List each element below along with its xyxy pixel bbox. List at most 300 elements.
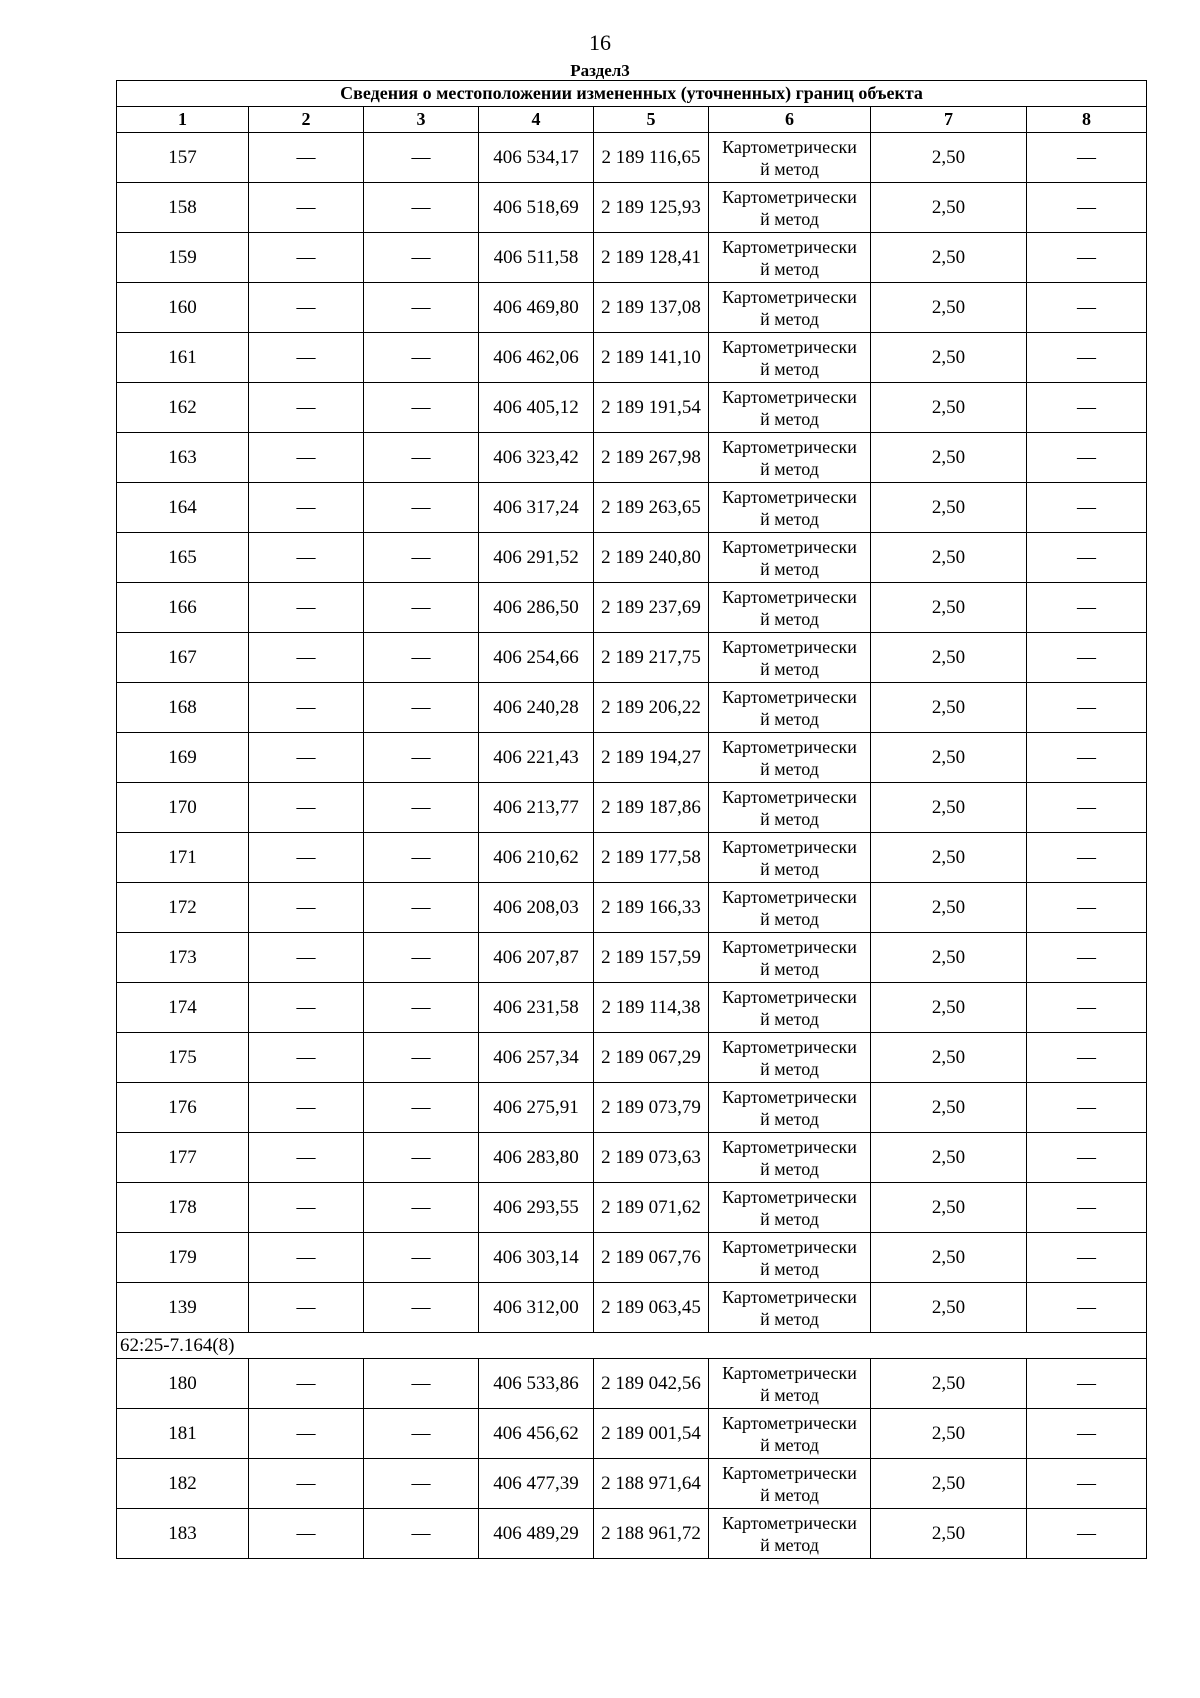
coordinates-table — [116, 80, 1147, 1559]
method-text-line2: й метод — [760, 608, 819, 629]
description-cell: — — [1027, 333, 1147, 383]
point-number-cell: 180 — [117, 1359, 249, 1409]
page-number: 16 — [589, 30, 611, 55]
new-y-cell: 2 189 063,45 — [594, 1283, 709, 1333]
new-x-cell: 406 208,03 — [479, 883, 594, 933]
method-cell — [709, 683, 871, 733]
point-number-cell: 163 — [117, 433, 249, 483]
description-cell: — — [1027, 1509, 1147, 1559]
description-cell: — — [1027, 1233, 1147, 1283]
method-text-line2: й метод — [760, 1534, 819, 1555]
new-y-cell: 2 189 067,29 — [594, 1033, 709, 1083]
accuracy-cell: 2,50 — [871, 1459, 1027, 1509]
new-y-cell: 2 189 206,22 — [594, 683, 709, 733]
accuracy-cell: 2,50 — [871, 433, 1027, 483]
new-y-cell: 2 189 240,80 — [594, 533, 709, 583]
old-y-cell: — — [364, 733, 479, 783]
point-number-cell: 181 — [117, 1409, 249, 1459]
point-number-cell: 179 — [117, 1233, 249, 1283]
table-row — [117, 133, 1147, 183]
new-y-cell: 2 189 263,65 — [594, 483, 709, 533]
accuracy-cell: 2,50 — [871, 883, 1027, 933]
table-caption-row — [117, 81, 1147, 107]
new-x-cell: 406 291,52 — [479, 533, 594, 583]
accuracy-cell: 2,50 — [871, 1083, 1027, 1133]
new-y-cell: 2 189 267,98 — [594, 433, 709, 483]
point-number-cell: 174 — [117, 983, 249, 1033]
method-text-line2: й метод — [760, 1434, 819, 1455]
method-text-line2: й метод — [760, 1308, 819, 1329]
table-row — [117, 1233, 1147, 1283]
accuracy-cell: 2,50 — [871, 183, 1027, 233]
table-row — [117, 683, 1147, 733]
new-x-cell: 406 303,14 — [479, 1233, 594, 1283]
method-text-line2: й метод — [760, 958, 819, 979]
description-cell: — — [1027, 883, 1147, 933]
accuracy-cell: 2,50 — [871, 833, 1027, 883]
old-x-cell: — — [249, 233, 364, 283]
method-text-line2: й метод — [760, 258, 819, 279]
old-x-cell: — — [249, 283, 364, 333]
new-y-cell: 2 189 137,08 — [594, 283, 709, 333]
method-text-line1: Картометрически — [722, 1136, 857, 1157]
column-header: 5 — [594, 107, 709, 133]
method-cell — [709, 1459, 871, 1509]
point-number-cell: 177 — [117, 1133, 249, 1183]
old-y-cell: — — [364, 433, 479, 483]
old-y-cell: — — [364, 283, 479, 333]
new-x-cell: 406 518,69 — [479, 183, 594, 233]
method-text-line1: Картометрически — [722, 686, 857, 707]
old-x-cell: — — [249, 1133, 364, 1183]
old-x-cell: — — [249, 983, 364, 1033]
old-y-cell: — — [364, 983, 479, 1033]
old-y-cell: — — [364, 483, 479, 533]
old-x-cell: — — [249, 1459, 364, 1509]
new-x-cell: 406 221,43 — [479, 733, 594, 783]
new-x-cell: 406 254,66 — [479, 633, 594, 683]
method-text-line2: й метод — [760, 458, 819, 479]
description-cell: — — [1027, 1083, 1147, 1133]
method-text-line2: й метод — [760, 1108, 819, 1129]
method-text-line2: й метод — [760, 908, 819, 929]
old-y-cell: — — [364, 1283, 479, 1333]
point-number-cell: 173 — [117, 933, 249, 983]
old-y-cell: — — [364, 133, 479, 183]
old-y-cell: — — [364, 183, 479, 233]
method-text-line2: й метод — [760, 408, 819, 429]
method-text-line1: Картометрически — [722, 386, 857, 407]
old-y-cell: — — [364, 933, 479, 983]
table-row — [117, 833, 1147, 883]
description-cell: — — [1027, 733, 1147, 783]
table-row — [117, 433, 1147, 483]
old-y-cell: — — [364, 1033, 479, 1083]
method-text-line2: й метод — [760, 508, 819, 529]
method-text-line2: й метод — [760, 158, 819, 179]
new-y-cell: 2 189 141,10 — [594, 333, 709, 383]
method-cell — [709, 1509, 871, 1559]
point-number-cell: 157 — [117, 133, 249, 183]
method-cell — [709, 433, 871, 483]
method-text-line1: Картометрически — [722, 936, 857, 957]
description-cell: — — [1027, 233, 1147, 283]
method-text-line2: й метод — [760, 1484, 819, 1505]
table-row — [117, 783, 1147, 833]
method-text-line2: й метод — [760, 558, 819, 579]
method-cell — [709, 533, 871, 583]
method-cell — [709, 1233, 871, 1283]
method-text-line1: Картометрически — [722, 486, 857, 507]
old-x-cell: — — [249, 733, 364, 783]
method-cell — [709, 133, 871, 183]
new-y-cell: 2 189 125,93 — [594, 183, 709, 233]
new-x-cell: 406 210,62 — [479, 833, 594, 883]
old-x-cell: — — [249, 583, 364, 633]
table-row — [117, 1183, 1147, 1233]
column-header: 7 — [871, 107, 1027, 133]
method-text-line2: й метод — [760, 1258, 819, 1279]
point-number-cell: 166 — [117, 583, 249, 633]
new-y-cell: 2 189 157,59 — [594, 933, 709, 983]
description-cell: — — [1027, 933, 1147, 983]
new-x-cell: 406 511,58 — [479, 233, 594, 283]
method-cell — [709, 183, 871, 233]
method-text-line1: Картометрически — [722, 986, 857, 1007]
new-x-cell: 406 317,24 — [479, 483, 594, 533]
method-cell — [709, 583, 871, 633]
table-row — [117, 333, 1147, 383]
old-x-cell: — — [249, 833, 364, 883]
description-cell: — — [1027, 1033, 1147, 1083]
old-x-cell: — — [249, 1283, 364, 1333]
table-row — [117, 1133, 1147, 1183]
accuracy-cell: 2,50 — [871, 383, 1027, 433]
new-x-cell: 406 207,87 — [479, 933, 594, 983]
method-cell — [709, 283, 871, 333]
method-text-line1: Картометрически — [722, 836, 857, 857]
method-text-line1: Картометрически — [722, 786, 857, 807]
old-x-cell: — — [249, 1083, 364, 1133]
point-number-cell: 158 — [117, 183, 249, 233]
point-number-cell: 165 — [117, 533, 249, 583]
new-y-cell: 2 189 128,41 — [594, 233, 709, 283]
accuracy-cell: 2,50 — [871, 1509, 1027, 1559]
description-cell: — — [1027, 483, 1147, 533]
new-x-cell: 406 323,42 — [479, 433, 594, 483]
method-text-line2: й метод — [760, 708, 819, 729]
method-text-line1: Картометрически — [722, 1236, 857, 1257]
point-number-cell: 164 — [117, 483, 249, 533]
description-cell: — — [1027, 383, 1147, 433]
old-x-cell: — — [249, 1033, 364, 1083]
new-x-cell: 406 275,91 — [479, 1083, 594, 1133]
point-number-cell: 171 — [117, 833, 249, 883]
old-x-cell: — — [249, 883, 364, 933]
method-cell — [709, 483, 871, 533]
description-cell: — — [1027, 433, 1147, 483]
old-y-cell: — — [364, 583, 479, 633]
method-cell — [709, 1283, 871, 1333]
table-row — [117, 233, 1147, 283]
method-text-line2: й метод — [760, 358, 819, 379]
old-x-cell: — — [249, 783, 364, 833]
method-text-line2: й метод — [760, 808, 819, 829]
method-text-line2: й метод — [760, 1008, 819, 1029]
new-x-cell: 406 257,34 — [479, 1033, 594, 1083]
table-row — [117, 583, 1147, 633]
accuracy-cell: 2,50 — [871, 583, 1027, 633]
old-y-cell: — — [364, 233, 479, 283]
point-number-cell: 167 — [117, 633, 249, 683]
point-number-cell: 176 — [117, 1083, 249, 1133]
column-header: 4 — [479, 107, 594, 133]
method-text-line1: Картометрически — [722, 886, 857, 907]
old-x-cell: — — [249, 1183, 364, 1233]
description-cell: — — [1027, 783, 1147, 833]
table-row — [117, 983, 1147, 1033]
old-y-cell: — — [364, 783, 479, 833]
old-x-cell: — — [249, 1359, 364, 1409]
new-y-cell: 2 189 194,27 — [594, 733, 709, 783]
old-y-cell: — — [364, 383, 479, 433]
point-number-cell: 175 — [117, 1033, 249, 1083]
column-header: 2 — [249, 107, 364, 133]
method-text-line1: Картометрически — [722, 136, 857, 157]
accuracy-cell: 2,50 — [871, 1233, 1027, 1283]
new-x-cell: 406 231,58 — [479, 983, 594, 1033]
old-y-cell: — — [364, 1409, 479, 1459]
table-row — [117, 283, 1147, 333]
method-text-line1: Картометрически — [722, 1462, 857, 1483]
new-y-cell: 2 188 971,64 — [594, 1459, 709, 1509]
table-row — [117, 933, 1147, 983]
new-y-cell: 2 189 071,62 — [594, 1183, 709, 1233]
old-y-cell: — — [364, 1233, 479, 1283]
new-x-cell: 406 312,00 — [479, 1283, 594, 1333]
method-text-line2: й метод — [760, 658, 819, 679]
description-cell: — — [1027, 1183, 1147, 1233]
old-y-cell: — — [364, 833, 479, 883]
accuracy-cell: 2,50 — [871, 1359, 1027, 1409]
method-text-line1: Картометрически — [722, 336, 857, 357]
method-text-line2: й метод — [760, 858, 819, 879]
old-x-cell: — — [249, 1409, 364, 1459]
description-cell: — — [1027, 1283, 1147, 1333]
table-row — [117, 883, 1147, 933]
column-header: 3 — [364, 107, 479, 133]
old-x-cell: — — [249, 133, 364, 183]
old-y-cell: — — [364, 883, 479, 933]
column-header: 6 — [709, 107, 871, 133]
method-text-line1: Картометрически — [722, 1036, 857, 1057]
method-cell — [709, 233, 871, 283]
old-y-cell: — — [364, 1133, 479, 1183]
method-cell — [709, 933, 871, 983]
old-y-cell: — — [364, 1459, 479, 1509]
method-text-line2: й метод — [760, 208, 819, 229]
parcel-subsection-row — [117, 1333, 1147, 1359]
accuracy-cell: 2,50 — [871, 1409, 1027, 1459]
new-y-cell: 2 189 073,63 — [594, 1133, 709, 1183]
point-number-cell: 170 — [117, 783, 249, 833]
new-x-cell: 406 533,86 — [479, 1359, 594, 1409]
new-y-cell: 2 189 116,65 — [594, 133, 709, 183]
old-y-cell: — — [364, 1183, 479, 1233]
new-y-cell: 2 189 073,79 — [594, 1083, 709, 1133]
old-x-cell: — — [249, 183, 364, 233]
old-x-cell: — — [249, 633, 364, 683]
column-header: 1 — [117, 107, 249, 133]
method-text-line2: й метод — [760, 758, 819, 779]
accuracy-cell: 2,50 — [871, 1133, 1027, 1183]
new-x-cell: 406 213,77 — [479, 783, 594, 833]
table-row — [117, 1359, 1147, 1409]
accuracy-cell: 2,50 — [871, 533, 1027, 583]
method-cell — [709, 1083, 871, 1133]
accuracy-cell: 2,50 — [871, 983, 1027, 1033]
method-text-line1: Картометрически — [722, 236, 857, 257]
new-x-cell: 406 534,17 — [479, 133, 594, 183]
new-y-cell: 2 188 961,72 — [594, 1509, 709, 1559]
description-cell: — — [1027, 183, 1147, 233]
method-cell — [709, 1409, 871, 1459]
new-y-cell: 2 189 187,86 — [594, 783, 709, 833]
table-row — [117, 1509, 1147, 1559]
point-number-cell: 159 — [117, 233, 249, 283]
accuracy-cell: 2,50 — [871, 783, 1027, 833]
accuracy-cell: 2,50 — [871, 333, 1027, 383]
new-y-cell: 2 189 042,56 — [594, 1359, 709, 1409]
new-x-cell: 406 240,28 — [479, 683, 594, 733]
new-y-cell: 2 189 177,58 — [594, 833, 709, 883]
method-cell — [709, 633, 871, 683]
new-y-cell: 2 189 191,54 — [594, 383, 709, 433]
old-y-cell: — — [364, 633, 479, 683]
description-cell: — — [1027, 683, 1147, 733]
new-x-cell: 406 469,80 — [479, 283, 594, 333]
method-text-line1: Картометрически — [722, 1362, 857, 1383]
point-number-cell: 172 — [117, 883, 249, 933]
old-y-cell: — — [364, 683, 479, 733]
accuracy-cell: 2,50 — [871, 1033, 1027, 1083]
table-row — [117, 483, 1147, 533]
method-cell — [709, 883, 871, 933]
point-number-cell: 169 — [117, 733, 249, 783]
description-cell: — — [1027, 283, 1147, 333]
point-number-cell: 182 — [117, 1459, 249, 1509]
old-x-cell: — — [249, 1509, 364, 1559]
method-text-line1: Картометрически — [722, 736, 857, 757]
method-cell — [709, 733, 871, 783]
table-row — [117, 1459, 1147, 1509]
method-text-line1: Картометрически — [722, 1512, 857, 1533]
method-cell — [709, 383, 871, 433]
new-x-cell: 406 283,80 — [479, 1133, 594, 1183]
table-row — [117, 1283, 1147, 1333]
table-row — [117, 183, 1147, 233]
accuracy-cell: 2,50 — [871, 283, 1027, 333]
description-cell: — — [1027, 1459, 1147, 1509]
description-cell: — — [1027, 1133, 1147, 1183]
method-text-line1: Картометрически — [722, 1286, 857, 1307]
description-cell: — — [1027, 633, 1147, 683]
method-cell — [709, 833, 871, 883]
section-title: Раздел3 — [570, 61, 630, 80]
table-row — [117, 383, 1147, 433]
accuracy-cell: 2,50 — [871, 1283, 1027, 1333]
description-cell: — — [1027, 583, 1147, 633]
table-row — [117, 533, 1147, 583]
new-y-cell: 2 189 114,38 — [594, 983, 709, 1033]
old-y-cell: — — [364, 1509, 479, 1559]
method-text-line2: й метод — [760, 1208, 819, 1229]
accuracy-cell: 2,50 — [871, 683, 1027, 733]
method-cell — [709, 1183, 871, 1233]
method-cell — [709, 1033, 871, 1083]
table-row — [117, 1409, 1147, 1459]
new-y-cell: 2 189 166,33 — [594, 883, 709, 933]
method-text-line1: Картометрически — [722, 1412, 857, 1433]
table-row — [117, 733, 1147, 783]
old-x-cell: — — [249, 433, 364, 483]
new-x-cell: 406 477,39 — [479, 1459, 594, 1509]
new-y-cell: 2 189 067,76 — [594, 1233, 709, 1283]
method-text-line1: Картометрически — [722, 536, 857, 557]
method-cell — [709, 783, 871, 833]
new-x-cell: 406 489,29 — [479, 1509, 594, 1559]
method-cell — [709, 1359, 871, 1409]
point-number-cell: 168 — [117, 683, 249, 733]
old-x-cell: — — [249, 933, 364, 983]
description-cell: — — [1027, 133, 1147, 183]
description-cell: — — [1027, 833, 1147, 883]
old-x-cell: — — [249, 533, 364, 583]
description-cell: — — [1027, 983, 1147, 1033]
accuracy-cell: 2,50 — [871, 933, 1027, 983]
old-y-cell: — — [364, 1359, 479, 1409]
accuracy-cell: 2,50 — [871, 1183, 1027, 1233]
old-y-cell: — — [364, 1083, 479, 1133]
point-number-cell: 161 — [117, 333, 249, 383]
point-number-cell: 139 — [117, 1283, 249, 1333]
new-x-cell: 406 462,06 — [479, 333, 594, 383]
table-row — [117, 1033, 1147, 1083]
old-x-cell: — — [249, 1233, 364, 1283]
column-header: 8 — [1027, 107, 1147, 133]
table-row — [117, 1083, 1147, 1133]
new-x-cell: 406 286,50 — [479, 583, 594, 633]
new-y-cell: 2 189 001,54 — [594, 1409, 709, 1459]
description-cell: — — [1027, 1409, 1147, 1459]
accuracy-cell: 2,50 — [871, 633, 1027, 683]
method-text-line1: Картометрически — [722, 436, 857, 457]
old-y-cell: — — [364, 533, 479, 583]
method-text-line1: Картометрически — [722, 1086, 857, 1107]
new-y-cell: 2 189 237,69 — [594, 583, 709, 633]
point-number-cell: 160 — [117, 283, 249, 333]
table-caption: Сведения о местоположении измененных (уточненных) границ объекта — [117, 81, 1147, 107]
column-header-row — [117, 107, 1147, 133]
description-cell: — — [1027, 1359, 1147, 1409]
accuracy-cell: 2,50 — [871, 733, 1027, 783]
parcel-number-label: 62:25-7.164(8) — [117, 1333, 1147, 1359]
method-text-line2: й метод — [760, 1058, 819, 1079]
method-cell — [709, 1133, 871, 1183]
method-cell — [709, 333, 871, 383]
method-text-line1: Картометрически — [722, 636, 857, 657]
old-x-cell: — — [249, 683, 364, 733]
